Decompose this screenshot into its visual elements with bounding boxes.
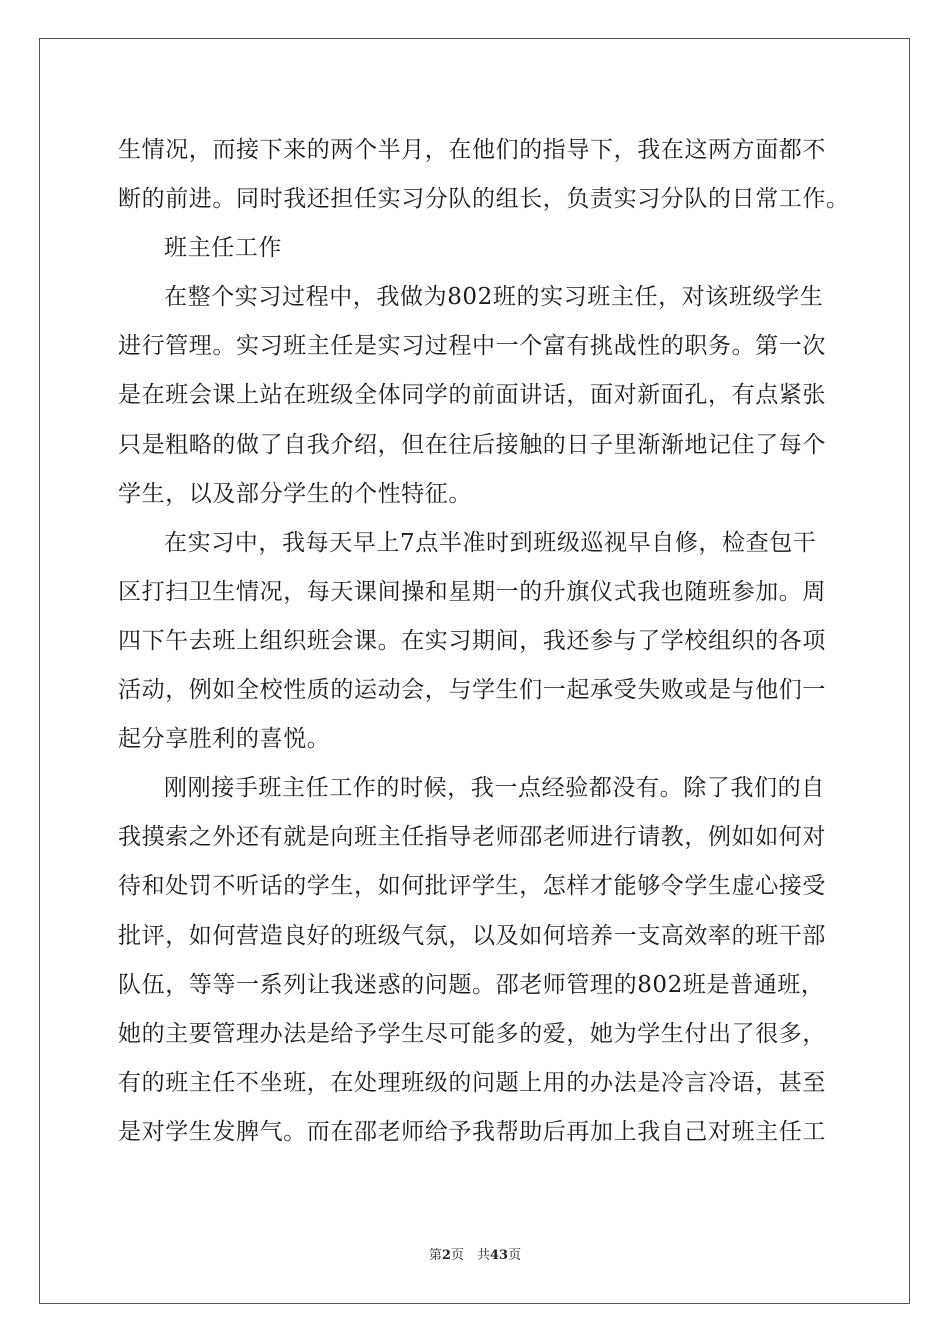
footer-suffix: 页: [508, 1248, 522, 1263]
current-page-number: 2: [441, 1248, 451, 1263]
text-line: 断的前进。同时我还担任实习分队的组长，负责实习分队的日常工作。: [118, 186, 850, 213]
section-heading: 班主任工作: [164, 235, 282, 262]
text-line: 队伍，等等一系列让我迷惑的问题。邵老师管理的802班是普通班，: [118, 971, 825, 998]
total-page-count: 43: [489, 1248, 509, 1263]
text-line: 区打扫卫生情况，每天课间操和星期一的升旗仪式我也随班参加。周: [118, 578, 826, 605]
footer-mid: 页 共: [450, 1248, 490, 1263]
text-line: 批评，如何营造良好的班级气氛，以及如何培养一支高效率的班干部: [118, 922, 826, 949]
text-line: 我摸索之外还有就是向班主任指导老师邵老师进行请教，例如如何对: [118, 824, 826, 851]
text-line: 是对学生发脾气。而在邵老师给予我帮助后再加上我自己对班主任工: [118, 1118, 826, 1145]
text-line: 进行管理。实习班主任是实习过程中一个富有挑战性的职务。第一次: [118, 333, 826, 360]
paragraph-start: 刚刚接手班主任工作的时候，我一点经验都没有。除了我们的自: [164, 775, 825, 802]
text-line: 是在班会课上站在班级全体同学的前面讲话，面对新面孔，有点紧张: [118, 382, 826, 409]
text-line: 学生，以及部分学生的个性特征。: [118, 480, 472, 507]
footer-prefix: 第: [428, 1248, 442, 1263]
text-line: 活动，例如全校性质的运动会，与学生们一起承受失败或是与他们一: [118, 677, 826, 704]
page-footer: [0, 1247, 950, 1265]
text-line: 有的班主任不坐班，在处理班级的问题上用的办法是冷言冷语，甚至: [118, 1069, 826, 1096]
text-line: 起分享胜利的喜悦。: [118, 726, 331, 753]
document-body: [118, 126, 850, 1157]
text-line: 四下午去班上组织班会课。在实习期间，我还参与了学校组织的各项: [118, 627, 826, 654]
text-line: 只是粗略的做了自我介绍，但在往后接触的日子里渐渐地记住了每个: [118, 431, 826, 458]
paragraph-start: 在实习中，我每天早上7点半准时到班级巡视早自修，检查包干: [164, 529, 817, 556]
text-line: 待和处罚不听话的学生，如何批评学生，怎样才能够令学生虚心接受: [118, 873, 826, 900]
text-line: 她的主要管理办法是给予学生尽可能多的爱，她为学生付出了很多，: [118, 1020, 826, 1047]
text-line: 生情况，而接下来的两个半月，在他们的指导下，我在这两方面都不: [118, 137, 826, 163]
paragraph-start: 在整个实习过程中，我做为802班的实习班主任，对该班级学生: [164, 284, 824, 311]
